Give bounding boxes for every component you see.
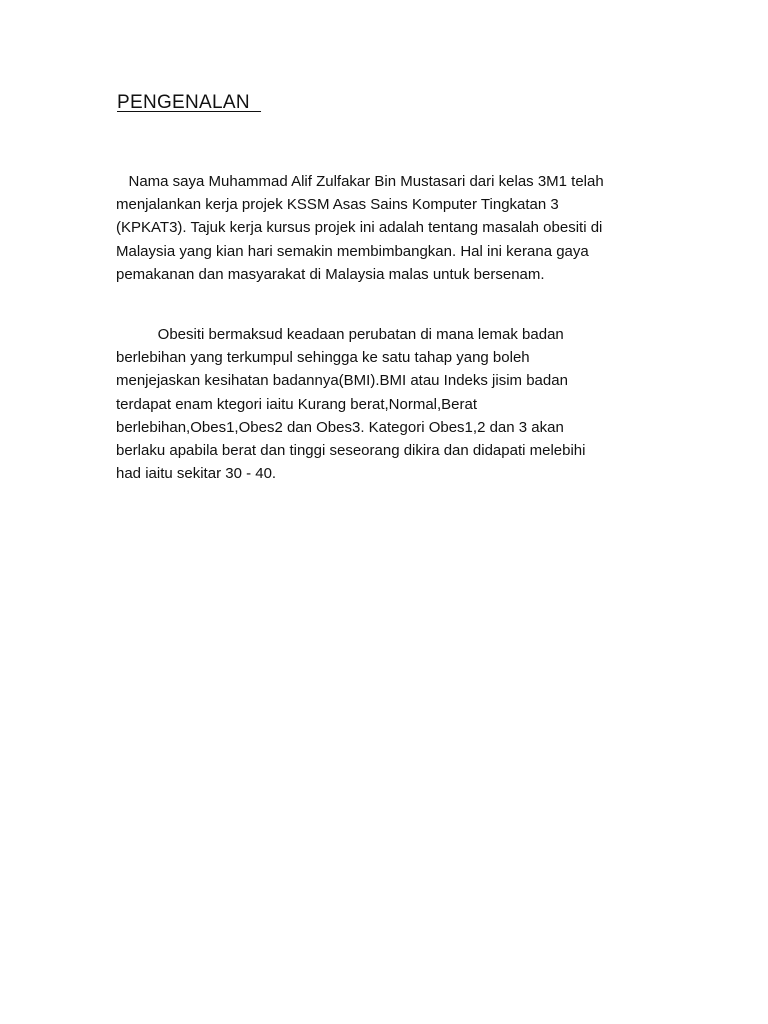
paragraph-line: menjalankan kerja projek KSSM Asas Sains Komputer Tingkatan 3	[116, 196, 559, 214]
paragraph-line: pemakanan dan masyarakat di Malaysia malas untuk bersenam.	[116, 265, 545, 283]
paragraph-line: Nama saya Muhammad Alif Zulfakar Bin Mustasari dari kelas 3M1 telah	[116, 173, 604, 190]
paragraph-line: Malaysia yang kian hari semakin membimbangkan. Hal ini kerana gaya	[116, 242, 589, 260]
intro-paragraph	[116, 170, 676, 286]
paragraph-line: had iaitu sekitar 30 - 40.	[116, 465, 277, 483]
paragraph-line: Obesiti bermaksud keadaan perubatan di mana lemak badan	[116, 326, 564, 343]
obesity-paragraph	[116, 323, 676, 485]
paragraph-line: terdapat enam ktegori iaitu Kurang berat,Normal,Berat	[116, 395, 478, 413]
paragraph-line: berlebihan,Obes1,Obes2 dan Obes3. Kategori Obes1,2 dan 3 akan	[116, 418, 564, 436]
paragraph-line: (KPKAT3). Tajuk kerja kursus projek ini adalah tentang masalah obesiti di	[116, 219, 603, 237]
paragraph-line: berlebihan yang terkumpul sehingga ke satu tahap yang boleh	[116, 349, 530, 367]
section-heading: PENGENALAN	[117, 92, 262, 113]
paragraph-line: berlaku apabila berat dan tinggi seseorang dikira dan didapati melebihi	[116, 442, 586, 460]
paragraph-line: menjejaskan kesihatan badannya(BMI).BMI atau Indeks jisim badan	[116, 372, 568, 390]
